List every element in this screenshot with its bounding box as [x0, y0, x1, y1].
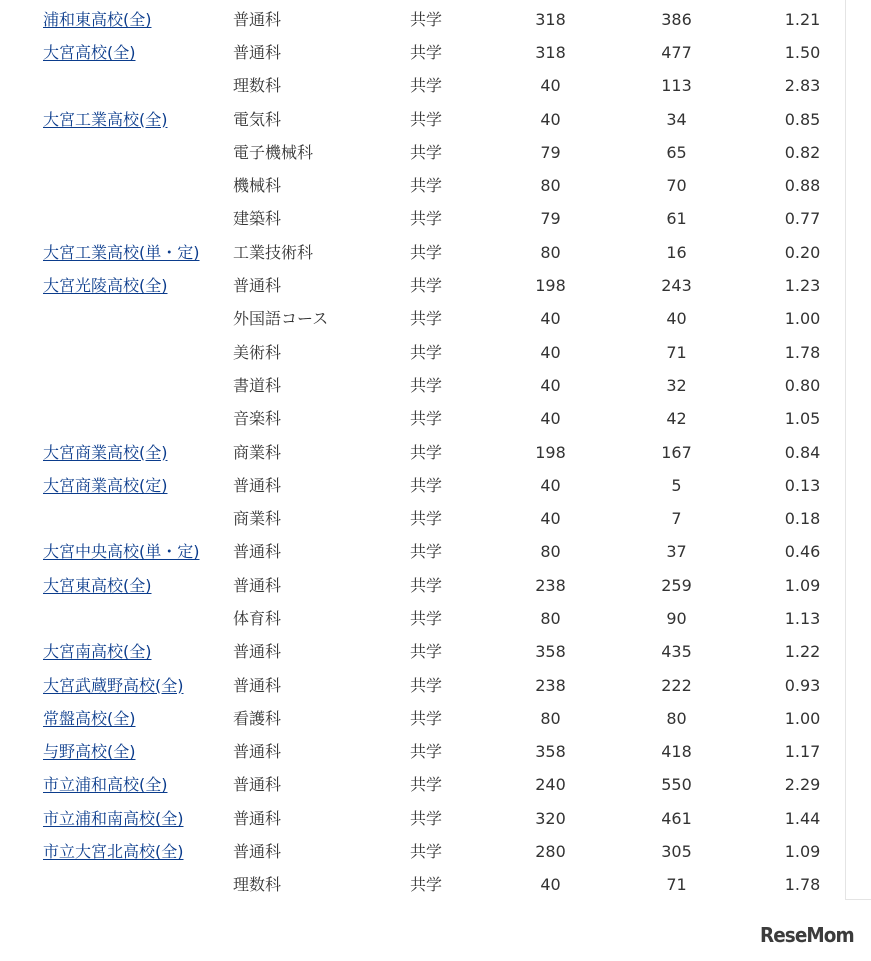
- quota-cell: 280: [535, 842, 566, 862]
- applicants-cell: 222: [661, 675, 692, 695]
- course-cell: 普通科: [233, 642, 282, 662]
- type-cell: 共学: [410, 109, 443, 129]
- quota-cell: 40: [540, 76, 561, 96]
- type-cell: 共学: [410, 142, 443, 162]
- ratio-cell: 1.05: [784, 409, 821, 429]
- school-cell: [43, 103, 233, 136]
- type-cell: 共学: [410, 375, 443, 395]
- applicants-cell: 7: [671, 509, 682, 529]
- ratio-cell: 0.84: [784, 442, 821, 462]
- table-row: [43, 70, 865, 103]
- school-cell: [43, 136, 233, 169]
- quota-cell: 240: [535, 775, 566, 795]
- table-row: [43, 702, 865, 735]
- applicants-cell: 113: [661, 76, 692, 96]
- table-row: [43, 336, 865, 369]
- table-row: [43, 569, 865, 602]
- applicants-cell: 259: [661, 575, 692, 595]
- quota-cell: 80: [540, 176, 561, 196]
- ratio-cell: 1.78: [784, 342, 821, 362]
- applicants-cell: 477: [661, 42, 692, 62]
- quota-cell: 79: [540, 209, 561, 229]
- course-cell: 看護科: [233, 708, 282, 728]
- school-link[interactable]: 大宮光陵高校(全): [43, 276, 168, 296]
- ratio-cell: 0.82: [784, 142, 821, 162]
- school-link[interactable]: 大宮武蔵野高校(全): [43, 675, 184, 695]
- course-cell: 普通科: [233, 742, 282, 762]
- school-link[interactable]: 市立浦和高校(全): [43, 775, 168, 795]
- quota-cell: 238: [535, 675, 566, 695]
- applicants-cell: 34: [666, 109, 687, 129]
- quota-cell: 318: [535, 42, 566, 62]
- table-row: [43, 403, 865, 436]
- type-cell: 共学: [410, 176, 443, 196]
- school-link[interactable]: 大宮東高校(全): [43, 575, 152, 595]
- course-cell: 体育科: [233, 608, 282, 628]
- school-cell: [43, 436, 233, 469]
- table-row: [43, 502, 865, 535]
- school-link[interactable]: 大宮商業高校(定): [43, 475, 168, 495]
- course-cell: 工業技術科: [233, 242, 314, 262]
- school-cell: [43, 636, 233, 669]
- table-row: [43, 769, 865, 802]
- school-cell: [43, 569, 233, 602]
- course-cell: 書道科: [233, 375, 282, 395]
- applicants-cell: 550: [661, 775, 692, 795]
- school-cell: [43, 736, 233, 769]
- ratio-cell: 0.80: [784, 375, 821, 395]
- type-cell: 共学: [410, 875, 443, 895]
- school-link[interactable]: 大宮商業高校(全): [43, 442, 168, 462]
- school-cell: [43, 602, 233, 635]
- course-cell: 電気科: [233, 109, 282, 129]
- school-cell: [43, 336, 233, 369]
- school-cell: [43, 536, 233, 569]
- applicants-cell: 80: [666, 708, 687, 728]
- quota-cell: 80: [540, 708, 561, 728]
- type-cell: 共学: [410, 608, 443, 628]
- ratio-cell: 0.85: [784, 109, 821, 129]
- course-cell: 商業科: [233, 442, 282, 462]
- quota-cell: 40: [540, 475, 561, 495]
- applicants-cell: 71: [666, 342, 687, 362]
- table-row: [43, 602, 865, 635]
- school-cell: [43, 203, 233, 236]
- type-cell: 共学: [410, 708, 443, 728]
- course-cell: 普通科: [233, 575, 282, 595]
- type-cell: 共学: [410, 575, 443, 595]
- applicants-cell: 243: [661, 276, 692, 296]
- ratio-cell: 1.00: [784, 708, 821, 728]
- type-cell: 共学: [410, 675, 443, 695]
- table-row: [43, 3, 865, 36]
- school-cell: [43, 702, 233, 735]
- ratio-cell: 0.46: [784, 542, 821, 562]
- ratio-cell: 1.17: [784, 742, 821, 762]
- school-cell: [43, 3, 233, 36]
- applicants-cell: 70: [666, 176, 687, 196]
- type-cell: 共学: [410, 342, 443, 362]
- applicants-cell: 65: [666, 142, 687, 162]
- ratio-cell: 2.29: [784, 775, 821, 795]
- table-row: [43, 669, 865, 702]
- course-cell: 外国語コース: [233, 309, 329, 329]
- course-cell: 理数科: [233, 875, 282, 895]
- quota-cell: 40: [540, 375, 561, 395]
- quota-cell: 80: [540, 542, 561, 562]
- applicants-cell: 418: [661, 742, 692, 762]
- school-link[interactable]: 常盤高校(全): [43, 708, 136, 728]
- applicants-cell: 386: [661, 9, 692, 29]
- school-link[interactable]: 大宮中央高校(単・定): [43, 542, 200, 562]
- ratio-cell: 1.50: [784, 42, 821, 62]
- type-cell: 共学: [410, 442, 443, 462]
- ratio-cell: 0.18: [784, 509, 821, 529]
- school-link[interactable]: 与野高校(全): [43, 742, 136, 762]
- applicants-cell: 461: [661, 808, 692, 828]
- applicants-cell: 167: [661, 442, 692, 462]
- table-row: [43, 169, 865, 202]
- quota-cell: 40: [540, 109, 561, 129]
- results-table: [43, 3, 865, 902]
- ratio-cell: 1.09: [784, 575, 821, 595]
- type-cell: 共学: [410, 42, 443, 62]
- applicants-cell: 42: [666, 409, 687, 429]
- school-link[interactable]: 大宮南高校(全): [43, 642, 152, 662]
- ratio-cell: 0.20: [784, 242, 821, 262]
- school-cell: [43, 669, 233, 702]
- school-cell: [43, 403, 233, 436]
- ratio-cell: 2.83: [784, 76, 821, 96]
- type-cell: 共学: [410, 642, 443, 662]
- school-cell: [43, 802, 233, 835]
- applicants-cell: 61: [666, 209, 687, 229]
- table-row: [43, 869, 865, 902]
- type-cell: 共学: [410, 842, 443, 862]
- school-cell: [43, 469, 233, 502]
- school-link[interactable]: 大宮工業高校(単・定): [43, 242, 200, 262]
- quota-cell: 40: [540, 509, 561, 529]
- course-cell: 電子機械科: [233, 142, 314, 162]
- course-cell: 普通科: [233, 276, 282, 296]
- type-cell: 共学: [410, 276, 443, 296]
- type-cell: 共学: [410, 509, 443, 529]
- type-cell: 共学: [410, 76, 443, 96]
- school-cell: [43, 835, 233, 868]
- course-cell: 建築科: [233, 209, 282, 229]
- school-link[interactable]: 市立大宮北高校(全): [43, 842, 184, 862]
- quota-cell: 40: [540, 409, 561, 429]
- applicants-cell: 37: [666, 542, 687, 562]
- ratio-cell: 1.22: [784, 642, 821, 662]
- course-cell: 普通科: [233, 542, 282, 562]
- table-row: [43, 835, 865, 868]
- quota-cell: 320: [535, 808, 566, 828]
- school-cell: [43, 369, 233, 402]
- ratio-cell: 0.13: [784, 475, 821, 495]
- quota-cell: 40: [540, 875, 561, 895]
- ratio-cell: 1.09: [784, 842, 821, 862]
- applicants-cell: 305: [661, 842, 692, 862]
- type-cell: 共学: [410, 209, 443, 229]
- table-row: [43, 269, 865, 302]
- quota-cell: 318: [535, 9, 566, 29]
- applicants-cell: 71: [666, 875, 687, 895]
- quota-cell: 238: [535, 575, 566, 595]
- ratio-cell: 0.88: [784, 176, 821, 196]
- table-row: [43, 469, 865, 502]
- course-cell: 音楽科: [233, 409, 282, 429]
- school-cell: [43, 502, 233, 535]
- school-cell: [43, 70, 233, 103]
- applicants-cell: 32: [666, 375, 687, 395]
- school-cell: [43, 869, 233, 902]
- applicants-cell: 90: [666, 608, 687, 628]
- ratio-cell: 1.13: [784, 608, 821, 628]
- school-link[interactable]: 浦和東高校(全): [43, 9, 152, 29]
- table-row: [43, 536, 865, 569]
- quota-cell: 358: [535, 742, 566, 762]
- resemom-logo: ReseMom: [760, 923, 854, 947]
- school-cell: [43, 36, 233, 69]
- course-cell: 普通科: [233, 842, 282, 862]
- applicants-cell: 40: [666, 309, 687, 329]
- table-row: [43, 136, 865, 169]
- ratio-cell: 1.23: [784, 276, 821, 296]
- quota-cell: 80: [540, 608, 561, 628]
- course-cell: 商業科: [233, 509, 282, 529]
- applicants-cell: 435: [661, 642, 692, 662]
- table-row: [43, 636, 865, 669]
- table-row: [43, 802, 865, 835]
- school-cell: [43, 269, 233, 302]
- type-cell: 共学: [410, 475, 443, 495]
- school-cell: [43, 769, 233, 802]
- type-cell: 共学: [410, 808, 443, 828]
- type-cell: 共学: [410, 542, 443, 562]
- table-row: [43, 369, 865, 402]
- results-table-body: [43, 3, 865, 902]
- table-row: [43, 36, 865, 69]
- type-cell: 共学: [410, 409, 443, 429]
- course-cell: 普通科: [233, 9, 282, 29]
- ratio-cell: 1.44: [784, 808, 821, 828]
- school-link[interactable]: 大宮高校(全): [43, 42, 136, 62]
- quota-cell: 198: [535, 276, 566, 296]
- table-row: [43, 736, 865, 769]
- school-cell: [43, 303, 233, 336]
- quota-cell: 79: [540, 142, 561, 162]
- type-cell: 共学: [410, 742, 443, 762]
- course-cell: 普通科: [233, 42, 282, 62]
- ratio-cell: 1.78: [784, 875, 821, 895]
- course-cell: 普通科: [233, 475, 282, 495]
- table-row: [43, 203, 865, 236]
- school-cell: [43, 169, 233, 202]
- table-row: [43, 103, 865, 136]
- table-row: [43, 236, 865, 269]
- course-cell: 機械科: [233, 176, 282, 196]
- applicants-cell: 5: [671, 475, 682, 495]
- table-row: [43, 436, 865, 469]
- applicants-cell: 16: [666, 242, 687, 262]
- course-cell: 普通科: [233, 775, 282, 795]
- course-cell: 美術科: [233, 342, 282, 362]
- type-cell: 共学: [410, 242, 443, 262]
- ratio-cell: 1.21: [784, 9, 821, 29]
- course-cell: 普通科: [233, 675, 282, 695]
- type-cell: 共学: [410, 9, 443, 29]
- quota-cell: 358: [535, 642, 566, 662]
- quota-cell: 80: [540, 242, 561, 262]
- quota-cell: 40: [540, 309, 561, 329]
- ratio-cell: 0.93: [784, 675, 821, 695]
- type-cell: 共学: [410, 309, 443, 329]
- quota-cell: 40: [540, 342, 561, 362]
- ratio-cell: 1.00: [784, 309, 821, 329]
- type-cell: 共学: [410, 775, 443, 795]
- ratio-cell: 0.77: [784, 209, 821, 229]
- school-link[interactable]: 大宮工業高校(全): [43, 109, 168, 129]
- course-cell: 普通科: [233, 808, 282, 828]
- school-cell: [43, 236, 233, 269]
- table-row: [43, 303, 865, 336]
- course-cell: 理数科: [233, 76, 282, 96]
- school-link[interactable]: 市立浦和南高校(全): [43, 808, 184, 828]
- quota-cell: 198: [535, 442, 566, 462]
